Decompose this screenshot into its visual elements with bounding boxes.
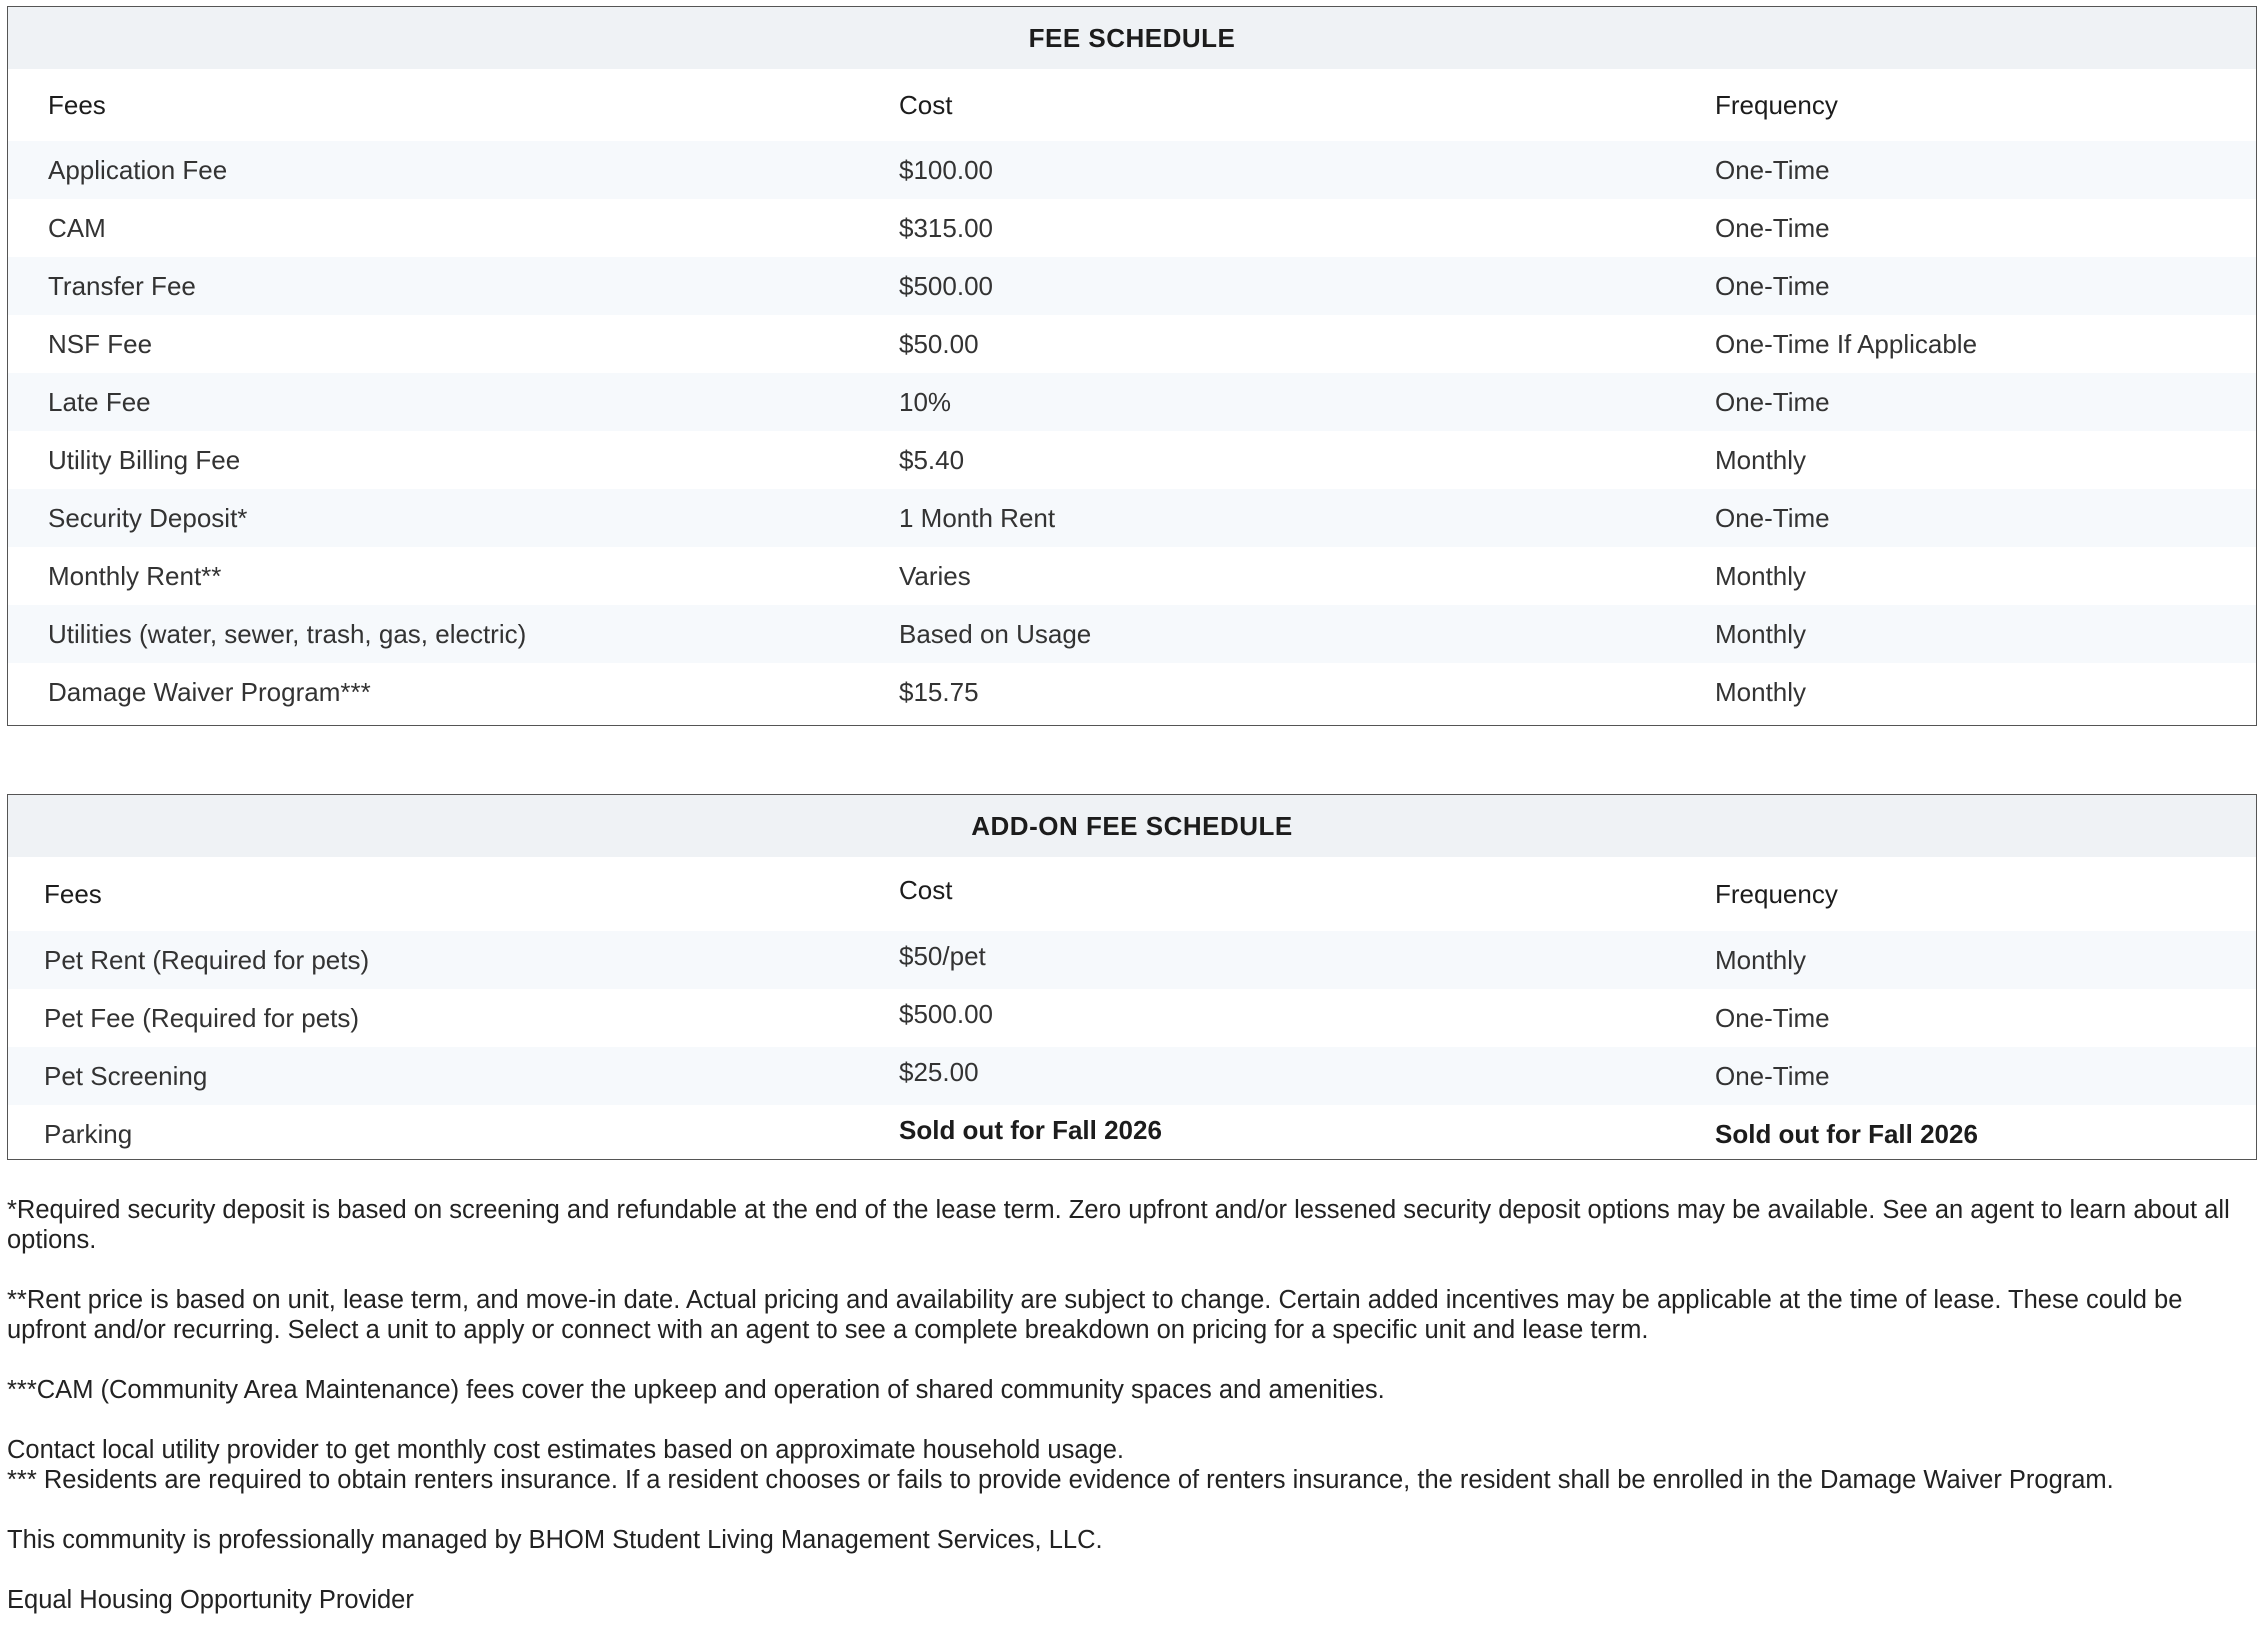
table-row bbox=[8, 431, 2256, 489]
header-fees: Fees bbox=[44, 879, 102, 909]
fee-name: Security Deposit* bbox=[48, 503, 248, 533]
fee-frequency: One-Time bbox=[1715, 1003, 1830, 1033]
fee-name: Pet Fee (Required for pets) bbox=[44, 1003, 360, 1033]
footnotes bbox=[7, 1195, 2257, 1645]
management-note: This community is professionally managed by BHOM Student Living Management Services, LLC. bbox=[7, 1526, 1103, 1554]
fee-frequency: One-Time bbox=[1715, 1061, 1830, 1091]
cam-note: ***CAM (Community Area Maintenance) fees cover the upkeep and operation of shared community spaces and amenities. bbox=[7, 1376, 1385, 1404]
fee-schedule-title: FEE SCHEDULE bbox=[8, 7, 2256, 69]
table-header-row bbox=[8, 857, 2256, 931]
header-cost: Cost bbox=[899, 90, 953, 120]
header-cost: Cost bbox=[899, 875, 953, 905]
fee-name: Utilities (water, sewer, trash, gas, electric) bbox=[48, 619, 527, 649]
fee-frequency: One-Time bbox=[1715, 155, 1830, 185]
table-row bbox=[8, 547, 2256, 605]
fee-cost: 1 Month Rent bbox=[899, 503, 1056, 533]
fee-cost: $500.00 bbox=[899, 271, 993, 301]
header-frequency: Frequency bbox=[1715, 90, 1838, 120]
fee-cost: $50.00 bbox=[899, 329, 979, 359]
fee-name: Pet Screening bbox=[44, 1061, 208, 1091]
rent-price-note: **Rent price is based on unit, lease term, and move-in date. Actual pricing and availability are subject to change. Certain added incentives may be applicable at the time of lease. These could be upfront and/or recurring. Select a unit to apply or connect with an agent to see a complete breakdown on pricing for a specific unit and lease term. bbox=[7, 1286, 2183, 1344]
fee-cost: $25.00 bbox=[899, 1057, 979, 1087]
fee-schedule-table bbox=[7, 6, 2257, 726]
fee-frequency: One-Time bbox=[1715, 503, 1830, 533]
fee-name: NSF Fee bbox=[48, 329, 153, 359]
fee-name: Application Fee bbox=[48, 155, 228, 185]
fee-frequency: Monthly bbox=[1715, 619, 1807, 649]
fee-frequency: Monthly bbox=[1715, 677, 1807, 707]
fee-frequency: One-Time bbox=[1715, 213, 1830, 243]
fee-cost: $100.00 bbox=[899, 155, 993, 185]
fee-frequency: Monthly bbox=[1715, 445, 1807, 475]
fee-cost: $15.75 bbox=[899, 677, 979, 707]
table-row bbox=[8, 315, 2256, 373]
header-fees: Fees bbox=[48, 90, 106, 120]
fee-cost: Varies bbox=[899, 561, 971, 591]
table-row bbox=[8, 931, 2256, 989]
fee-name: Parking bbox=[44, 1119, 133, 1149]
fee-cost: 10% bbox=[899, 387, 952, 417]
table-row bbox=[8, 257, 2256, 315]
table-row bbox=[8, 663, 2256, 721]
fee-cost: $500.00 bbox=[899, 999, 993, 1029]
table-row bbox=[8, 489, 2256, 547]
utility-note: Contact local utility provider to get monthly cost estimates based on approximate household usage. bbox=[7, 1436, 1124, 1464]
fee-name: Late Fee bbox=[48, 387, 151, 417]
fee-name: Pet Rent (Required for pets) bbox=[44, 945, 370, 975]
fee-cost: $5.40 bbox=[899, 445, 965, 475]
fee-frequency: Monthly bbox=[1715, 561, 1807, 591]
table-row bbox=[8, 605, 2256, 663]
fee-frequency: Sold out for Fall 2026 bbox=[1715, 1119, 1978, 1149]
fee-cost: $315.00 bbox=[899, 213, 993, 243]
fee-frequency: Monthly bbox=[1715, 945, 1807, 975]
fee-name: Damage Waiver Program*** bbox=[48, 677, 371, 707]
table-row bbox=[8, 373, 2256, 431]
header-frequency: Frequency bbox=[1715, 879, 1838, 909]
table-row bbox=[8, 199, 2256, 257]
table-row bbox=[8, 141, 2256, 199]
fee-cost: Based on Usage bbox=[899, 619, 1092, 649]
fee-name: CAM bbox=[48, 213, 106, 243]
table-row bbox=[8, 989, 2256, 1047]
security-deposit-note: *Required security deposit is based on screening and refundable at the end of the lease term. Zero upfront and/or lessened security deposit options may be available. See an agent to learn about all options. bbox=[7, 1196, 2230, 1254]
fee-frequency: One-Time If Applicable bbox=[1715, 329, 1978, 359]
table-header-row bbox=[8, 69, 2256, 141]
fee-name: Transfer Fee bbox=[48, 271, 196, 301]
renters-insurance-note: *** Residents are required to obtain renters insurance. If a resident chooses or fails to provide evidence of renters insurance, the resident shall be enrolled in the Damage Waiver Program. bbox=[7, 1466, 2114, 1494]
fee-cost: $50/pet bbox=[899, 941, 986, 971]
addon-fee-schedule-table bbox=[7, 794, 2257, 1160]
addon-fee-schedule-title: ADD-ON FEE SCHEDULE bbox=[8, 795, 2256, 857]
equal-housing-note: Equal Housing Opportunity Provider bbox=[7, 1586, 414, 1614]
table-row bbox=[8, 1105, 2256, 1163]
fee-name: Utility Billing Fee bbox=[48, 445, 241, 475]
fee-cost: Sold out for Fall 2026 bbox=[899, 1115, 1162, 1145]
fee-frequency: One-Time bbox=[1715, 271, 1830, 301]
table-row bbox=[8, 1047, 2256, 1105]
fee-name: Monthly Rent** bbox=[48, 561, 222, 591]
fee-frequency: One-Time bbox=[1715, 387, 1830, 417]
